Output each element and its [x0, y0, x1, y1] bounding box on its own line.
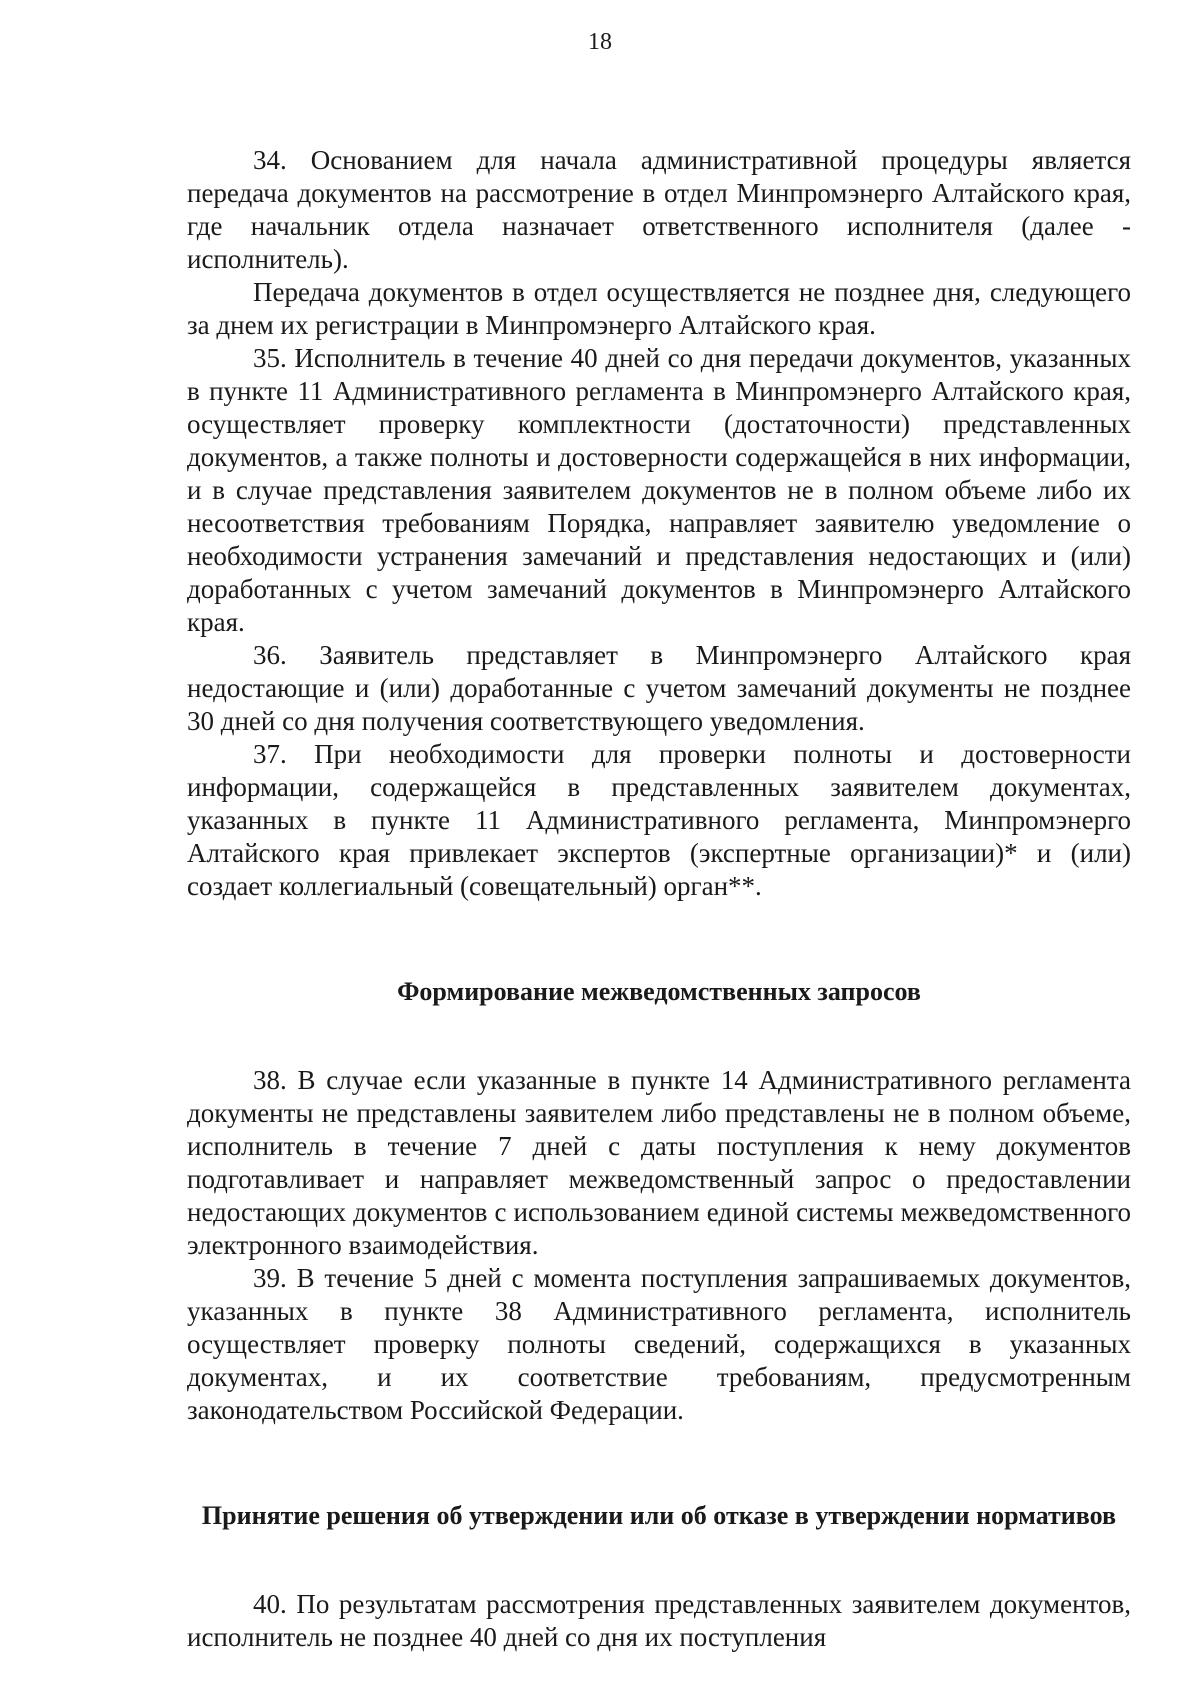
paragraph-36: 36. Заявитель представляет в Минпромэнерго Алтайского края недостающие и (или) доработанные с учетом замечаний документы не позднее 30 дней со дня получения соответствующего уведомления. — [187, 640, 1131, 736]
spacer — [187, 1427, 1131, 1499]
page-number: 18 — [588, 29, 612, 55]
section-heading-interagency-requests: Формирование межведомственных запросов — [397, 977, 921, 1006]
spacer — [187, 903, 1131, 975]
paragraph-38: 38. В случае если указанные в пункте 14 Административного регламента документы не представлены заявителем либо представлены не в полном объеме, исполнитель в течение 7 дней с даты поступления к нему документов подготавливает и направляет межведомственный запрос о предоставлении недостающих документов с использованием единой системы межведомственного электронного взаимодействия. — [187, 1065, 1131, 1260]
paragraph-34-transfer: Передача документов в отдел осуществляется не позднее дня, следующего за днем их регистрации в Минпромэнерго Алтайского края. — [187, 277, 1131, 340]
spacer — [187, 1008, 1131, 1064]
paragraph-34: 34. Основанием для начала административной процедуры является передача документов на рассмотрение в отдел Минпромэнерго Алтайского края, где начальник отдела назначает ответственного исполнителя (далее - исполнитель). — [187, 145, 1131, 274]
paragraph-40: 40. По результатам рассмотрения представленных заявителем документов, исполнитель не позднее 40 дней со дня их поступления — [187, 1589, 1131, 1652]
paragraph-39: 39. В течение 5 дней с момента поступления запрашиваемых документов, указанных в пункте 38 Административного регламента, исполнитель осуществляет проверку полноты сведений, содержащихся в указанных документах, и их соответствие требованиям, предусмотренным законодательством Российской Федерации. — [187, 1263, 1131, 1425]
spacer — [187, 1532, 1131, 1588]
paragraph-35: 35. Исполнитель в течение 40 дней со дня передачи документов, указанных в пункте 11 Административного регламента в Минпромэнерго Алтайского края, осуществляет проверку комплектности (достаточности) представленных документов, а также полноты и достоверности содержащейся в них информации, и в случае представления заявителем документов не в полном объеме либо их несоответствия требованиям Порядка, направляет заявителю уведомление о необходимости устранения замечаний и представления недостающих и (или) доработанных с учетом замечаний документов в Минпромэнерго Алтайского края. — [187, 343, 1131, 637]
paragraph-37: 37. При необходимости для проверки полноты и достоверности информации, содержащейся в представленных заявителем документах, указанных в пункте 11 Административного регламента, Минпромэнерго Алтайского края привлекает экспертов (экспертные организации)* и (или) создает коллегиальный (совещательный) орган**. — [187, 739, 1131, 901]
section-heading-decision: Принятие решения об утверждении или об отказе в утверждении нормативов — [201, 1501, 1117, 1530]
document-body — [187, 144, 1131, 1654]
